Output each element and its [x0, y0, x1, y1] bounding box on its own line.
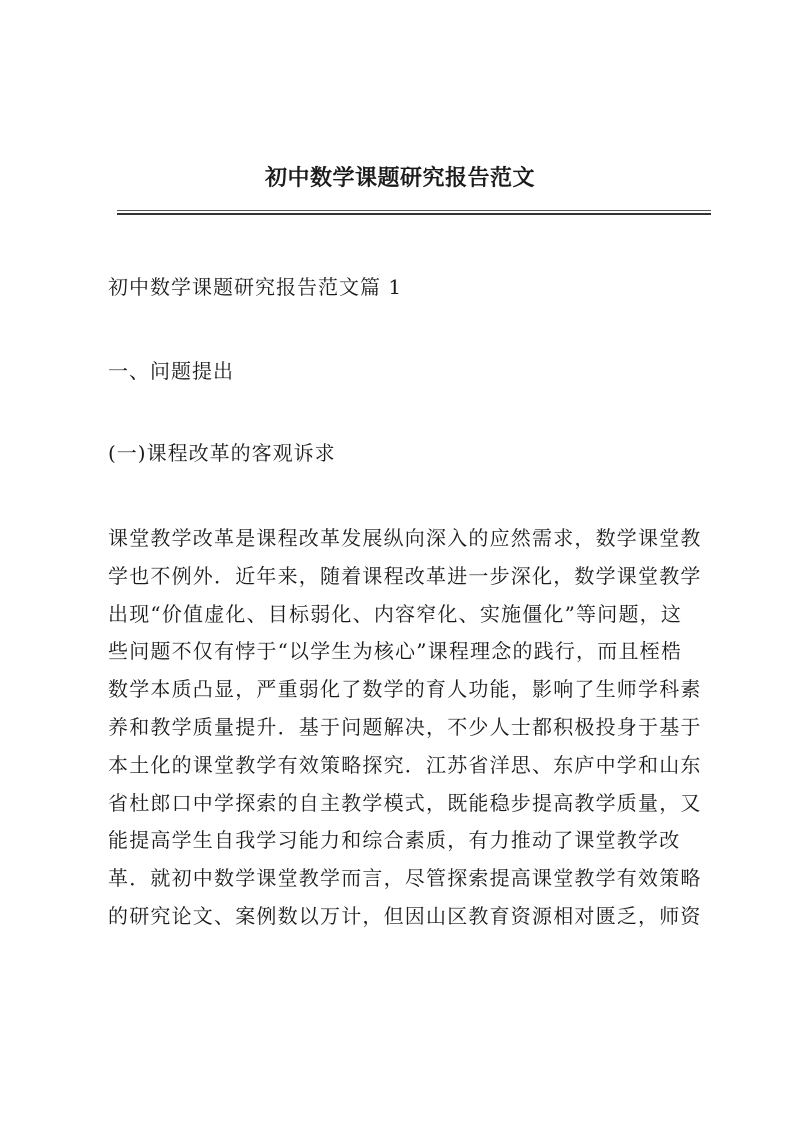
document-title: 初中数学课题研究报告范文 [264, 165, 535, 191]
body-line: 养和教学质量提升．基于问题解决，不少人士都积极投身于基于 [108, 714, 702, 739]
body-line: 革．就初中数学课堂教学而言，尽管探索提高课堂教学有效策略 [108, 866, 702, 891]
body-line: 学也不例外．近年来，随着课程改革进一步深化，数学课堂教学 [108, 563, 702, 588]
body-line: 出现“价值虚化、目标弱化、内容窄化、实施僵化”等问题，这 [108, 601, 683, 626]
body-line: 课堂教学改革是课程改革发展纵向深入的应然需求，数学课堂教 [108, 526, 702, 550]
body-line: 的研究论文、案例数以万计，但因山区教育资源相对匮乏，师资 [108, 903, 702, 928]
body-line: 省杜郎口中学探索的自主教学模式，既能稳步提高教学质量，又 [108, 790, 702, 815]
body-line: 本土化的课堂教学有效策略探究．江苏省洋思、东庐中学和山东 [108, 752, 702, 777]
body-line: 些问题不仅有悖于“以学生为核心”课程理念的践行，而且桎梏 [108, 639, 683, 664]
subsection-heading: (一)课程改革的客观诉求 [108, 441, 336, 465]
body-line: 能提高学生自我学习能力和综合素质，有力推动了课堂教学改 [108, 828, 681, 853]
article-heading: 初中数学课题研究报告范文篇 1 [108, 275, 403, 299]
body-line: 数学本质凸显，严重弱化了数学的育人功能，影响了生师学科素 [108, 677, 702, 702]
section-heading: 一、问题提出 [108, 359, 234, 383]
title-divider [117, 210, 711, 215]
body-paragraph [108, 520, 708, 936]
